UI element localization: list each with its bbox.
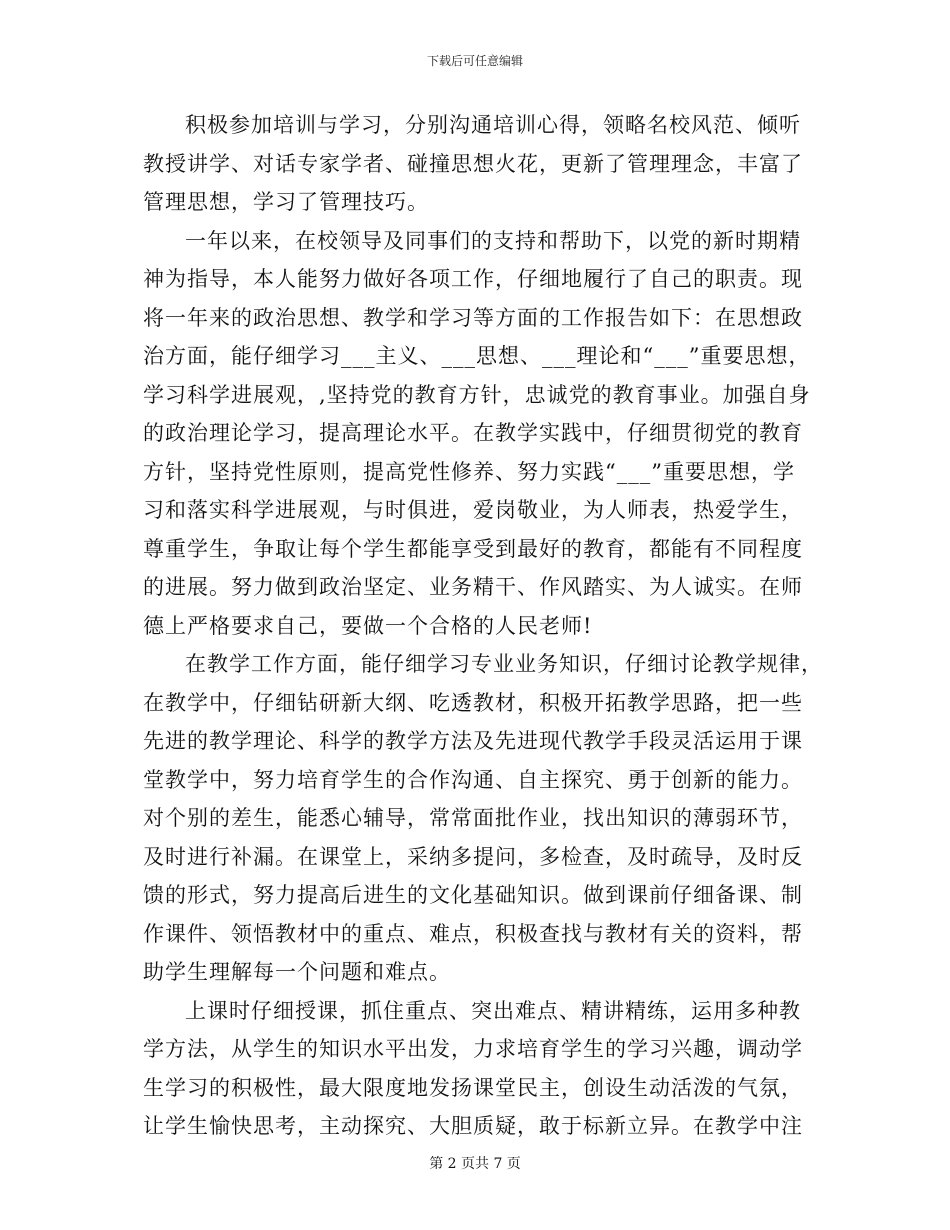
text-line: 生学习的积极性，最大限度地发扬课堂民主，创设生动活泼的气氛，: [143, 1075, 803, 1100]
text-line: 馈的形式，努力提高后进生的文化基础知识。做到课前仔细备课、制: [143, 883, 803, 907]
text-line: 上课时仔细授课，抓住重点、突出难点、精讲精练，运用多种教: [185, 998, 801, 1023]
paragraph: [143, 222, 813, 646]
text-line: 一年以来，在校领导及同事们的支持和帮助下，以党的新时期精: [185, 228, 801, 253]
text-line: 助学生理解每一个问题和难点。: [143, 960, 451, 984]
text-line: 学习科学进展观，,坚持党的教育方针，忠诚党的教育事业。加强自身: [143, 382, 811, 407]
text-line: 作课件、领悟教材中的重点、难点，积极查找与教材有关的资料，帮: [143, 921, 803, 946]
text-line: 习和落实科学进展观，与时俱进，爱岗敬业，为人师表，热爱学生，: [143, 498, 803, 522]
text-line: 的进展。努力做到政治坚定、业务精干、作风踏实、为人诚实。在师: [143, 575, 803, 599]
text-line: 方针，坚持党性原则，提高党性修养、努力实践“___”重要思想，学: [143, 459, 795, 484]
text-line: 尊重学生，争取让每个学生都能享受到最好的教育，都能有不同程度: [143, 536, 803, 561]
text-line: 德上严格要求自己，要做一个合格的人民老师!: [143, 613, 593, 638]
text-line: 的政治理论学习，提高理论水平。在教学实践中，仔细贯彻党的教育: [143, 421, 803, 445]
text-line: 治方面，能仔细学习___主义、___思想、___理论和“___”重要思想，: [143, 344, 811, 368]
text-line: 堂教学中，努力培育学生的合作沟通、自主探究、勇于创新的能力。: [143, 767, 803, 792]
text-line: 在教学工作方面，能仔细学习专业业务知识，仔细讨论教学规律，: [185, 652, 823, 676]
text-line: 学方法，从学生的知识水平出发，力求培育学生的学习兴趣，调动学: [143, 1037, 803, 1061]
paragraph: [143, 106, 813, 222]
text-line: 让学生愉快思考，主动探究、大胆质疑，敢于标新立异。在教学中注: [143, 1114, 803, 1138]
text-line: 先进的教学理论、科学的教学方法及先进现代教学手段灵活运用于课: [143, 729, 803, 753]
paragraph: [143, 645, 823, 992]
text-line: 将一年来的政治思想、教学和学习等方面的工作报告如下：在思想政: [143, 305, 803, 330]
text-line: 在教学中，仔细钻研新大纲、吃透教材，积极开拓教学思路，把一些: [143, 690, 803, 715]
text-line: 教授讲学、对话专家学者、碰撞思想火花，更新了管理理念，丰富了: [143, 151, 803, 176]
text-line: 神为指导，本人能努力做好各项工作，仔细地履行了自己的职责。现: [143, 267, 803, 291]
paragraph: [143, 992, 813, 1146]
text-line: 及时进行补漏。在课堂上，采纳多提问，多检查，及时疏导，及时反: [143, 844, 803, 869]
page-number: 第 2 页共 7 页: [429, 1156, 521, 1172]
text-line: 积极参加培训与学习，分别沟通培训心得，领略名校风范、倾听: [185, 113, 801, 137]
text-line: 管理思想，学习了管理技巧。: [143, 190, 429, 214]
page-header: 下载后可任意编辑: [426, 54, 523, 68]
document-body: [143, 106, 823, 1146]
text-line: 对个别的差生，能悉心辅导，常常面批作业，找出知识的薄弱环节，: [143, 806, 803, 830]
